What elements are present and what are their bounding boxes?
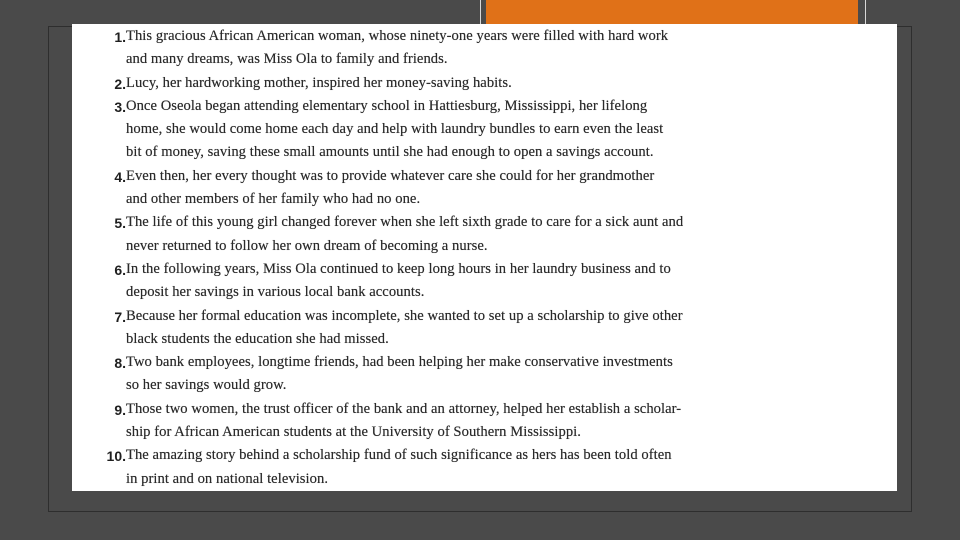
item-number: 6.	[114, 262, 126, 278]
scanned-document	[72, 24, 897, 491]
item-text-line: Those two women, the trust officer of the bank and an attorney, helped her establish a scholar-	[126, 400, 682, 417]
item-text-line: Even then, her every thought was to provide whatever care she could for her grandmother	[126, 167, 655, 184]
item-number: 3.	[114, 98, 126, 115]
item-text-line: ship for African American students at the University of Southern Mississippi.	[126, 424, 581, 441]
item-number: 9.	[114, 401, 126, 418]
item-number: 4.	[114, 168, 126, 185]
item-number: 7.	[114, 308, 126, 325]
item-text-line: Lucy, her hardworking mother, inspired her money-saving habits.	[126, 74, 512, 91]
item-number: 1.	[114, 29, 126, 45]
item-text-line: The life of this young girl changed forever when she left sixth grade to care for a sick aunt and	[126, 214, 684, 231]
item-number: 10.	[106, 448, 126, 465]
item-text-line: deposit her savings in various local bank accounts.	[126, 284, 425, 301]
item-number: 8.	[114, 355, 126, 372]
item-text-line: home, she would come home each day and help with laundry bundles to earn even the least	[126, 121, 664, 138]
item-text-line: bit of money, saving these small amounts until she had enough to open a savings account.	[126, 144, 654, 161]
item-number: 5.	[114, 215, 126, 232]
item-text-line: Once Oseola began attending elementary school in Hattiesburg, Mississippi, her lifelong	[126, 97, 648, 114]
item-number: 2.	[114, 75, 126, 92]
item-text-line: and many dreams, was Miss Ola to family and friends.	[126, 51, 448, 68]
item-text-line: black students the education she had missed.	[126, 330, 389, 347]
item-text-line: and other members of her family who had no one.	[126, 191, 421, 208]
item-text-line: never returned to follow her own dream of becoming a nurse.	[126, 237, 488, 254]
item-text-line: This gracious African American woman, whose ninety-one years were filled with hard work	[126, 28, 669, 44]
accent-bar	[486, 0, 858, 24]
item-text-line: In the following years, Miss Ola continued to keep long hours in her laundry business and to	[126, 261, 671, 277]
item-text-line: Because her formal education was incomplete, she wanted to set up a scholarship to give other	[126, 307, 683, 324]
item-text-line: so her savings would grow.	[126, 377, 287, 394]
item-text-line: Two bank employees, longtime friends, had been helping her make conservative investments	[126, 354, 673, 371]
item-text-line: The amazing story behind a scholarship fund of such significance as hers has been told often	[126, 447, 672, 464]
item-text-line: in print and on national television.	[126, 470, 329, 487]
